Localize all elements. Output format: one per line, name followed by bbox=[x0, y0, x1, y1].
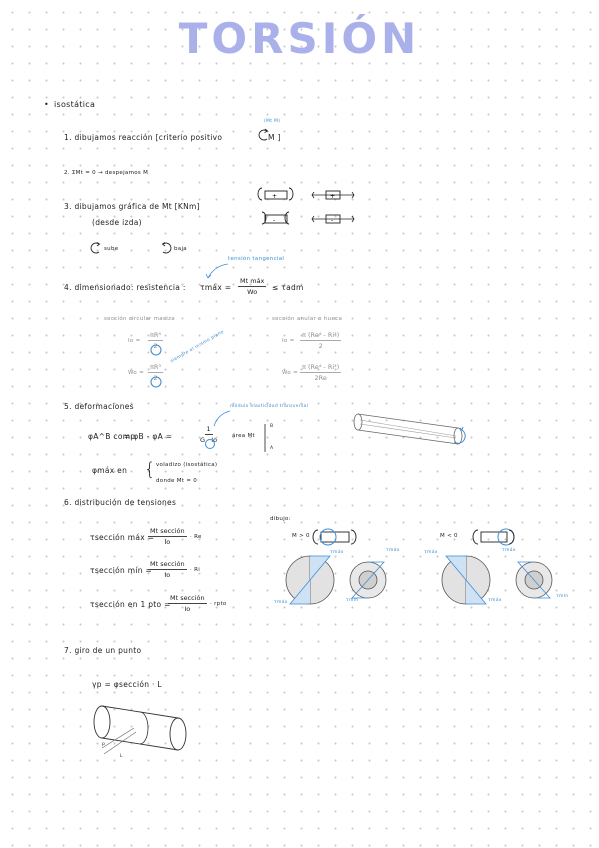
tau-point-row-lhs: τsección en 1 pto = bbox=[90, 600, 171, 609]
svg-text:-: - bbox=[331, 217, 334, 224]
io-circ-den: 2 bbox=[153, 342, 158, 350]
sube-arrow-icon bbox=[90, 242, 102, 254]
limit-top: B bbox=[270, 424, 274, 429]
step3-line1: 3. dibujamos gráfica de Mt [KNm] bbox=[64, 202, 200, 211]
ring-section-title: sección anular o hueca bbox=[272, 316, 343, 322]
tau-min-den: Io bbox=[164, 571, 171, 579]
tau-min-mark: τmín bbox=[556, 594, 569, 599]
case-zero-moment: donde Mt = 0 bbox=[156, 478, 198, 484]
tau-point-fraction bbox=[168, 594, 207, 613]
step4-label: 4. dimensionado: resistencia : bbox=[64, 283, 186, 292]
annotation-arrow bbox=[204, 262, 232, 282]
tau-max-num: Mt sección bbox=[150, 527, 185, 535]
tau-max-mark: τmáx bbox=[488, 598, 502, 603]
figure-label-p: p bbox=[102, 742, 106, 747]
case-negative: M < 0 bbox=[440, 533, 458, 539]
tau-max-mark: τmáx bbox=[502, 548, 516, 553]
tau-max-lhs: τmáx = bbox=[200, 283, 232, 292]
io-circ-num: πR⁴ bbox=[150, 331, 162, 339]
shaft-twist-figure bbox=[86, 700, 194, 766]
tau-point-num: Mt sección bbox=[170, 594, 205, 602]
twisted-shaft-figure bbox=[350, 410, 470, 454]
tau-max-mark: τmáx bbox=[386, 548, 400, 553]
tau-min-fraction bbox=[148, 560, 187, 579]
tau-adm: ≤ τadm bbox=[272, 283, 304, 292]
wo-ring-lhs: Wo = bbox=[282, 370, 299, 376]
tau-min-tail: · Ri bbox=[190, 567, 201, 573]
deformation-den: G · Io bbox=[200, 436, 218, 444]
cases-brace: { bbox=[144, 459, 156, 480]
io-ring-num: π (Re⁴ - Ri⁴) bbox=[302, 331, 340, 339]
sube-label: sube bbox=[104, 246, 119, 252]
phi-max-label: φmáx en bbox=[92, 466, 128, 475]
g-highlight bbox=[205, 438, 217, 450]
tau-point-tail: · rpto bbox=[210, 601, 227, 607]
tau-max-fraction bbox=[148, 527, 187, 546]
area-mt: área Mt bbox=[232, 433, 256, 439]
tau-max-den: Io bbox=[164, 538, 171, 546]
page-title: TORSIÓN bbox=[178, 14, 421, 63]
io-ring-den: 2 bbox=[318, 342, 323, 350]
tau-point-den: Io bbox=[184, 605, 191, 613]
svg-text:+: + bbox=[330, 193, 336, 200]
io-circ-lhs: Io = bbox=[128, 338, 141, 344]
tau-max-mark: τmáx bbox=[330, 550, 344, 555]
tau-max-tail: · Re bbox=[190, 534, 202, 540]
wo-ring-den: 2Re bbox=[314, 374, 327, 382]
step1-paren: (Mt M) bbox=[264, 119, 281, 124]
modulus-annotation: módulo elasticidad transversal bbox=[230, 404, 309, 409]
circle-highlight bbox=[150, 344, 162, 356]
svg-text:-: - bbox=[273, 217, 276, 224]
tau-max-mark: τmáx bbox=[424, 550, 438, 555]
section-heading: isostática bbox=[54, 100, 96, 109]
step5-label: 5. deformaciones bbox=[64, 402, 134, 411]
io-ring-lhs: Io = bbox=[282, 338, 295, 344]
wo-ring-fraction bbox=[300, 363, 341, 382]
tau-max-row-lhs: τsección máx = bbox=[90, 533, 155, 542]
fraction-numerator: Mt máx bbox=[240, 277, 265, 285]
tau-max-mark: τmáx bbox=[274, 600, 288, 605]
wo-circ-den: 2 bbox=[153, 374, 158, 382]
section-bullet: • bbox=[44, 100, 50, 109]
case-positive: M > 0 bbox=[292, 533, 310, 539]
wo-circ-lhs: Wo = bbox=[128, 370, 145, 376]
deformation-num: 1 bbox=[206, 425, 211, 433]
phi-lhs: φA^B comp bbox=[88, 432, 136, 441]
tau-min-num: Mt sección bbox=[150, 560, 185, 568]
step1-text: 1. dibujamos reacción [criterio positivo bbox=[64, 133, 223, 142]
step7-formula: γp = φsección · L bbox=[92, 680, 162, 689]
circle-highlight bbox=[150, 376, 162, 388]
case-cantilever: voladizo (isostática) bbox=[156, 462, 218, 468]
step6-label: 6. distribución de tensiones bbox=[64, 498, 177, 507]
resistance-fraction bbox=[238, 277, 266, 296]
same-plane-note: siempre el mismo plano bbox=[170, 329, 226, 365]
evaluation-bar bbox=[264, 424, 268, 452]
phi-mid: = φB - φA = bbox=[124, 432, 173, 441]
svg-text:+: + bbox=[272, 193, 278, 200]
dibujo-label: dibujo: bbox=[270, 516, 291, 522]
step1-bracket: M ] bbox=[268, 133, 281, 142]
step7-label: 7. giro de un punto bbox=[64, 646, 142, 655]
baja-label: baja bbox=[174, 246, 187, 252]
fraction-denominator: Wo bbox=[247, 288, 258, 296]
tau-min-row-lhs: τsección mín = bbox=[90, 566, 153, 575]
io-ring-fraction bbox=[300, 331, 341, 350]
wo-circ-num: πR³ bbox=[150, 363, 162, 371]
stress-distribution-figure bbox=[270, 520, 590, 610]
limit-bottom: A bbox=[270, 446, 274, 451]
figure-label-l: L bbox=[120, 754, 123, 759]
tau-min-mark: τmín bbox=[346, 598, 359, 603]
moment-sign-diagram bbox=[256, 186, 366, 228]
baja-arrow-icon bbox=[160, 242, 172, 254]
wo-ring-num: π (Re⁴ - Ri⁴) bbox=[302, 363, 340, 371]
step3-line2: (desde izda) bbox=[92, 218, 142, 227]
step2-text: 2. ΣMt = 0 → despejamos M bbox=[64, 170, 149, 176]
tension-annotation: tensión tangencial bbox=[228, 256, 285, 262]
circular-section-title: sección circular maciza bbox=[104, 316, 175, 322]
